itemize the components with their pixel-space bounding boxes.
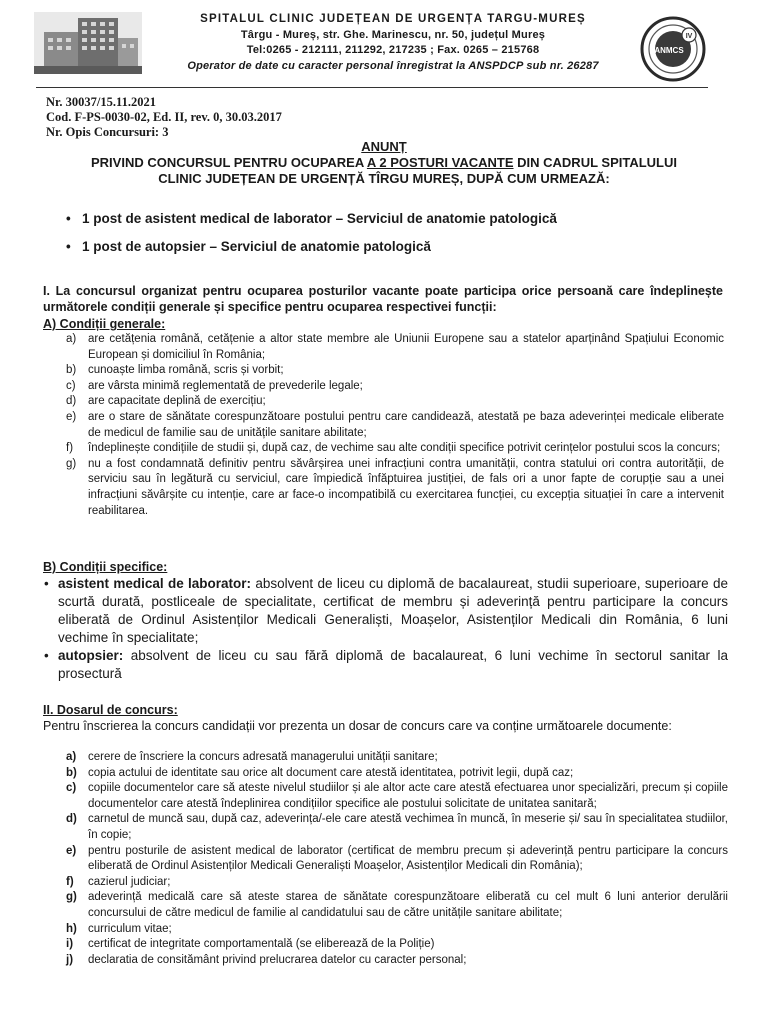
list-item: f) cazierul judiciar; (66, 875, 171, 888)
announcement-line-2: CLINIC JUDEȚEAN DE URGENȚĂ TÎRGU MUREȘ, DUPĂ CUM URMEAZĂ: (158, 171, 610, 186)
data-operator-note: Operator de date cu caracter personal înregistrat la ANSPDCP sub nr. 26287 (187, 59, 599, 72)
list-item: b) cunoaște limba română, scris și vorbit; (66, 364, 284, 377)
list-item: b) copia actului de identitate sau orice alt document care atestă identitatea, potrivit legii, după caz; (66, 766, 574, 779)
seal-level: IV (685, 33, 693, 40)
anmcs-accreditation-seal (640, 16, 706, 82)
section-1-intro: I. La concursul organizat pentru ocuparea posturilor vacante poate participa orice persoană care îndeplinește următorele condiții generale și specifice pentru ocuparea respectivei funcții: (43, 284, 723, 314)
list-item: f) îndeplinește condițiile de studii și, după caz, de vechime sau alte condiții specifice potrivit cerințelor postului scos la concurs; (66, 442, 721, 455)
dossier-documents-list (0, 750, 768, 968)
form-code: Cod. F-PS-0030-02, Ed. II, rev. 0, 30.03.2017 (46, 110, 282, 124)
list-item: e) are o stare de sănătate corespunzătoare postului pentru care candidează, atestată pe baza adeverinței medicale eliberate de medicul de familie sau de unitățile sanitare abilitate; (66, 410, 724, 439)
hospital-name: SPITALUL CLINIC JUDEȚEAN DE URGENȚA TARGU-MUREȘ (200, 13, 586, 25)
list-item: h) curriculum vitae; (66, 922, 172, 935)
announcement-line-1: PRIVIND CONCURSUL PENTRU OCUPAREA A 2 POSTURI VACANTE DIN CADRUL SPITALULUI (90, 155, 677, 170)
hospital-building-icon (34, 12, 142, 74)
list-item: a) are cetățenia română, cetățenie a altor state membre ale Uniunii Europene sau a statelor aparținând Spațiului Economic European și domiciliul în România; (66, 333, 724, 361)
header-divider (36, 87, 708, 88)
list-item: g) nu a fost condamnată definitiv pentru săvârșirea unei infracțiuni contra umanității, contra statului ori contra autorității, de serviciu sau în legătură cu serviciul, care împiedică înfăptuirea justiției, de fals ori a unor fapte de corupție sau a unei infracțiuni săvârșite cu intenție, care ar face-o incompatibilă cu exercitarea funcției, cu excepția situației în care a intervenit reabilitarea. (66, 457, 724, 517)
list-item: c) are vârsta minimă reglementată de prevederile legale; (66, 379, 363, 392)
list-item: c) copiile documentelor care să ateste nivelul studiilor și ale altor acte care atestă efectuarea unor specializări, precum și copiile documentelor care atestă îndeplinirea condițiilor specifice ale postului solicitate de unitatea sanitară; (66, 782, 728, 810)
reference-block (46, 95, 282, 140)
hospital-address: Târgu - Mureș, str. Ghe. Marinescu, nr. 50, județul Mureș (240, 28, 546, 41)
list-item: j) declaratia de consitământ privind prelucrarea datelor cu caracter personal; (66, 953, 467, 966)
opis-number: Nr. Opis Concursuri: 3 (46, 125, 169, 139)
specific-conditions-list (44, 575, 728, 683)
list-item: a) cerere de înscriere la concurs adresată managerului unității sanitare; (66, 751, 438, 763)
dossier-intro: Pentru înscrierea la concurs candidații vor prezenta un dosar de concurs care va conține următoarele documente: (43, 719, 672, 733)
list-item: e) pentru posturile de asistent medical de laborator (certificat de membru precum și adeverință pentru participare la concurs eliberată de Ordinul Asistenților Medicali Generaliști Moașelor, Asistenților Medicali din România); (66, 844, 728, 873)
dossier-title: II. Dosarul de concurs: (43, 703, 178, 717)
list-item: i) certificat de integritate comportamentală (se eliberează de la Poliție) (66, 938, 435, 951)
post-item: • 1 post de asistent medical de laborator – Serviciul de anatomie patologică (66, 211, 557, 226)
general-conditions-title: A) Condiții generale: (43, 317, 166, 331)
list-item: • asistent medical de laborator: absolvent de liceu cu diplomă de bacalaureat, studii superioare, superioare de scurtă durată, postliceale de specialitate, certificat de membru și adeverință pentru participare la concurs eliberată de Ordinul Asistenților Medicali Generaliști, Moașelor, Asistenților Medicali din România, 6 luni vechime în specialitate; (44, 576, 729, 645)
seal-text: ANMCS (654, 46, 684, 55)
list-item: g) adeverință medicală care să ateste starea de sănătate corespunzătoare eliberată cu cel mult 6 luni anterior derulării concursului de către medicul de familie al candidatului sau de către unitățile sanitare abilitate; (66, 891, 728, 919)
post-item: • 1 post de autopsier – Serviciul de anatomie patologică (66, 239, 431, 254)
list-item: d) carnetul de muncă sau, după caz, adeverința/-ele care atestă vechimea în muncă, în meserie și/ sau în specialitatea studiilor, în copie; (66, 813, 728, 841)
hospital-contacts: Tel:0265 - 212111, 211292, 217235 ; Fax. 0265 – 215768 (246, 44, 540, 56)
hospital-header (150, 12, 636, 74)
announcement-title: ANUNȚ (361, 139, 407, 154)
list-item: • autopsier: absolvent de liceu cu sau fără diplomă de bacalaureat, 6 luni vechime în sectorul sanitar la prosectură (44, 648, 728, 681)
registration-number: Nr. 30037/15.11.2021 (46, 95, 156, 109)
general-conditions-list (0, 332, 768, 519)
specific-conditions-title: B) Condiții specifice: (43, 560, 168, 574)
list-item: d) are capacitate deplină de exercițiu; (66, 395, 266, 408)
announcement-heading (0, 139, 768, 187)
vacant-posts-list (66, 210, 557, 266)
